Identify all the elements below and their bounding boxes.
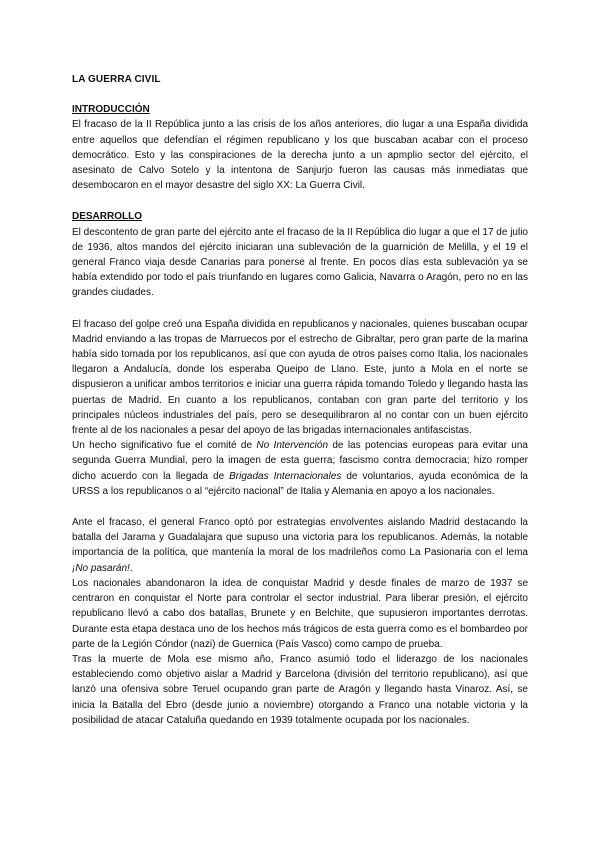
intro-paragraph: El fracaso de la II República junto a las crisis de los años anteriores, dio lugar a una España dividida entre aquellos que defendían el régimen republicano y los que buscaban acabar con el proceso democrático. Esto y las conspiraciones de la derecha junto a un apmplio sector del ejército, el asesinato de Calvo Sotelo y la intentona de Sanjurjo fueron las causas más inmediatas que desembocaron en el mayor desastre del siglo XX: La Guerra Civil.	[72, 119, 528, 192]
intro-heading: INTRODUCCIÓN	[72, 104, 150, 116]
p4-text-a: Ante el fracaso, el general Franco optó por estrategias envolventes aislando Madrid destacando la batalla del Jarama y Guadalajara que supuso una victoria para los republicanos. Además, la notable importancia de la política, que mantenía la moral de los madrileños como La Pasionaria con el lema	[72, 517, 528, 559]
spacer	[72, 193, 528, 209]
document-page	[72, 72, 528, 728]
desarrollo-paragraph-2: El fracaso del golpe creó una España dividida en republicanos y nacionales, quienes buscaban ocupar Madrid enviando a las tropas de Marruecos por el estrecho de Gibraltar, pero gran parte de la marina había sido tomada por los republicanos, así que con ayuda de otros países como Italia, los nacionales llegaron a Andalucía, donde los esperaba Queipo de Llano. Este, junto a Mola en el norte se dispusieron a unificar ambos territorios e iniciar una guerra rápida tomando Toledo y llegando hasta las puertas de Madrid. En cuanto a los republicanos, contaban con gran parte del territorio y los principales núcleos industriales del país, pero se desequilibraron al no contar con un buen ejército frente al de los nacionales a pesar del apoyo de las brigadas internacionales antifascistas.	[72, 318, 528, 437]
desarrollo-paragraph-1: El descontento de gran parte del ejército ante el fracaso de la II República dio lugar a que el 17 de julio de 1936, altos mandos del ejército iniciaran una sublevación de la guarnición de Melilla, y el 19 el general Franco viaja desde Canarias para ponerse al frente. En pocos días esta sublevación ya se había extendido por todo el país triunfando en lugares como Galicia, Navarra o Aragón, pero no en las grandes ciudades.	[72, 226, 528, 299]
p3-text-a: Un hecho significativo fue el comité de	[72, 440, 257, 452]
desarrollo-paragraph-5: Los nacionales abandonaron la idea de conquistar Madrid y desde finales de marzo de 1937 se centraron en conquistar el Norte para controlar el sector industrial. Para liberar presión, el ejército republicano llevó a cabo dos batallas, Brunete y en Belchite, que supusieron importantes derrotas. Durante esta etapa destaca uno de los hechos más trágicos de esta guerra como es el bombardeo por parte de la Legión Cóndor (nazi) de Guernica (País Vasco) como campo de prueba.	[72, 577, 528, 650]
document-title: LA GUERRA CIVIL	[72, 74, 161, 85]
p4-text-b: .	[129, 562, 133, 574]
spacer	[72, 301, 528, 317]
spacer	[72, 499, 528, 515]
p4-emphasis-no-pasaran: ¡No pasarán!	[72, 562, 130, 574]
p3-text-b: de las potencias europeas para evitar una segunda Guerra Mundial, pero la imagen de esta guerra; fascismo contra democracia; hizo romper dicho acuerdo con la llegada de	[72, 440, 528, 482]
p3-text-c: de voluntarios, ayuda económica de la URSS a los republicanos o al “ejército nacional” de Italia y Alemania en apoyo a los nacionales.	[72, 470, 528, 497]
desarrollo-paragraph-3	[72, 438, 528, 499]
p3-emphasis-brigadas: Brigadas Internacionales	[229, 470, 342, 482]
desarrollo-paragraph-4	[72, 515, 528, 576]
desarrollo-heading: DESARROLLO	[72, 211, 142, 223]
p3-emphasis-no-intervencion: No Intervención	[256, 440, 329, 452]
desarrollo-paragraph-6: Tras la muerte de Mola ese mismo año, Franco asumió todo el liderazgo de los nacionales estableciendo como objetivo aislar a Madrid y Barcelona (división del territorio republicano), así que lanzó una ofensiva sobre Teruel ocupando gran parte de Aragón y llegando hasta Vinaroz. Así, se inicia la Batalla del Ebro (desde junio a noviembre) otorgando a Franco una notable victoria y la posibilidad de atacar Cataluña quedando en 1939 totalmente ocupada por los nacionales.	[72, 653, 528, 726]
